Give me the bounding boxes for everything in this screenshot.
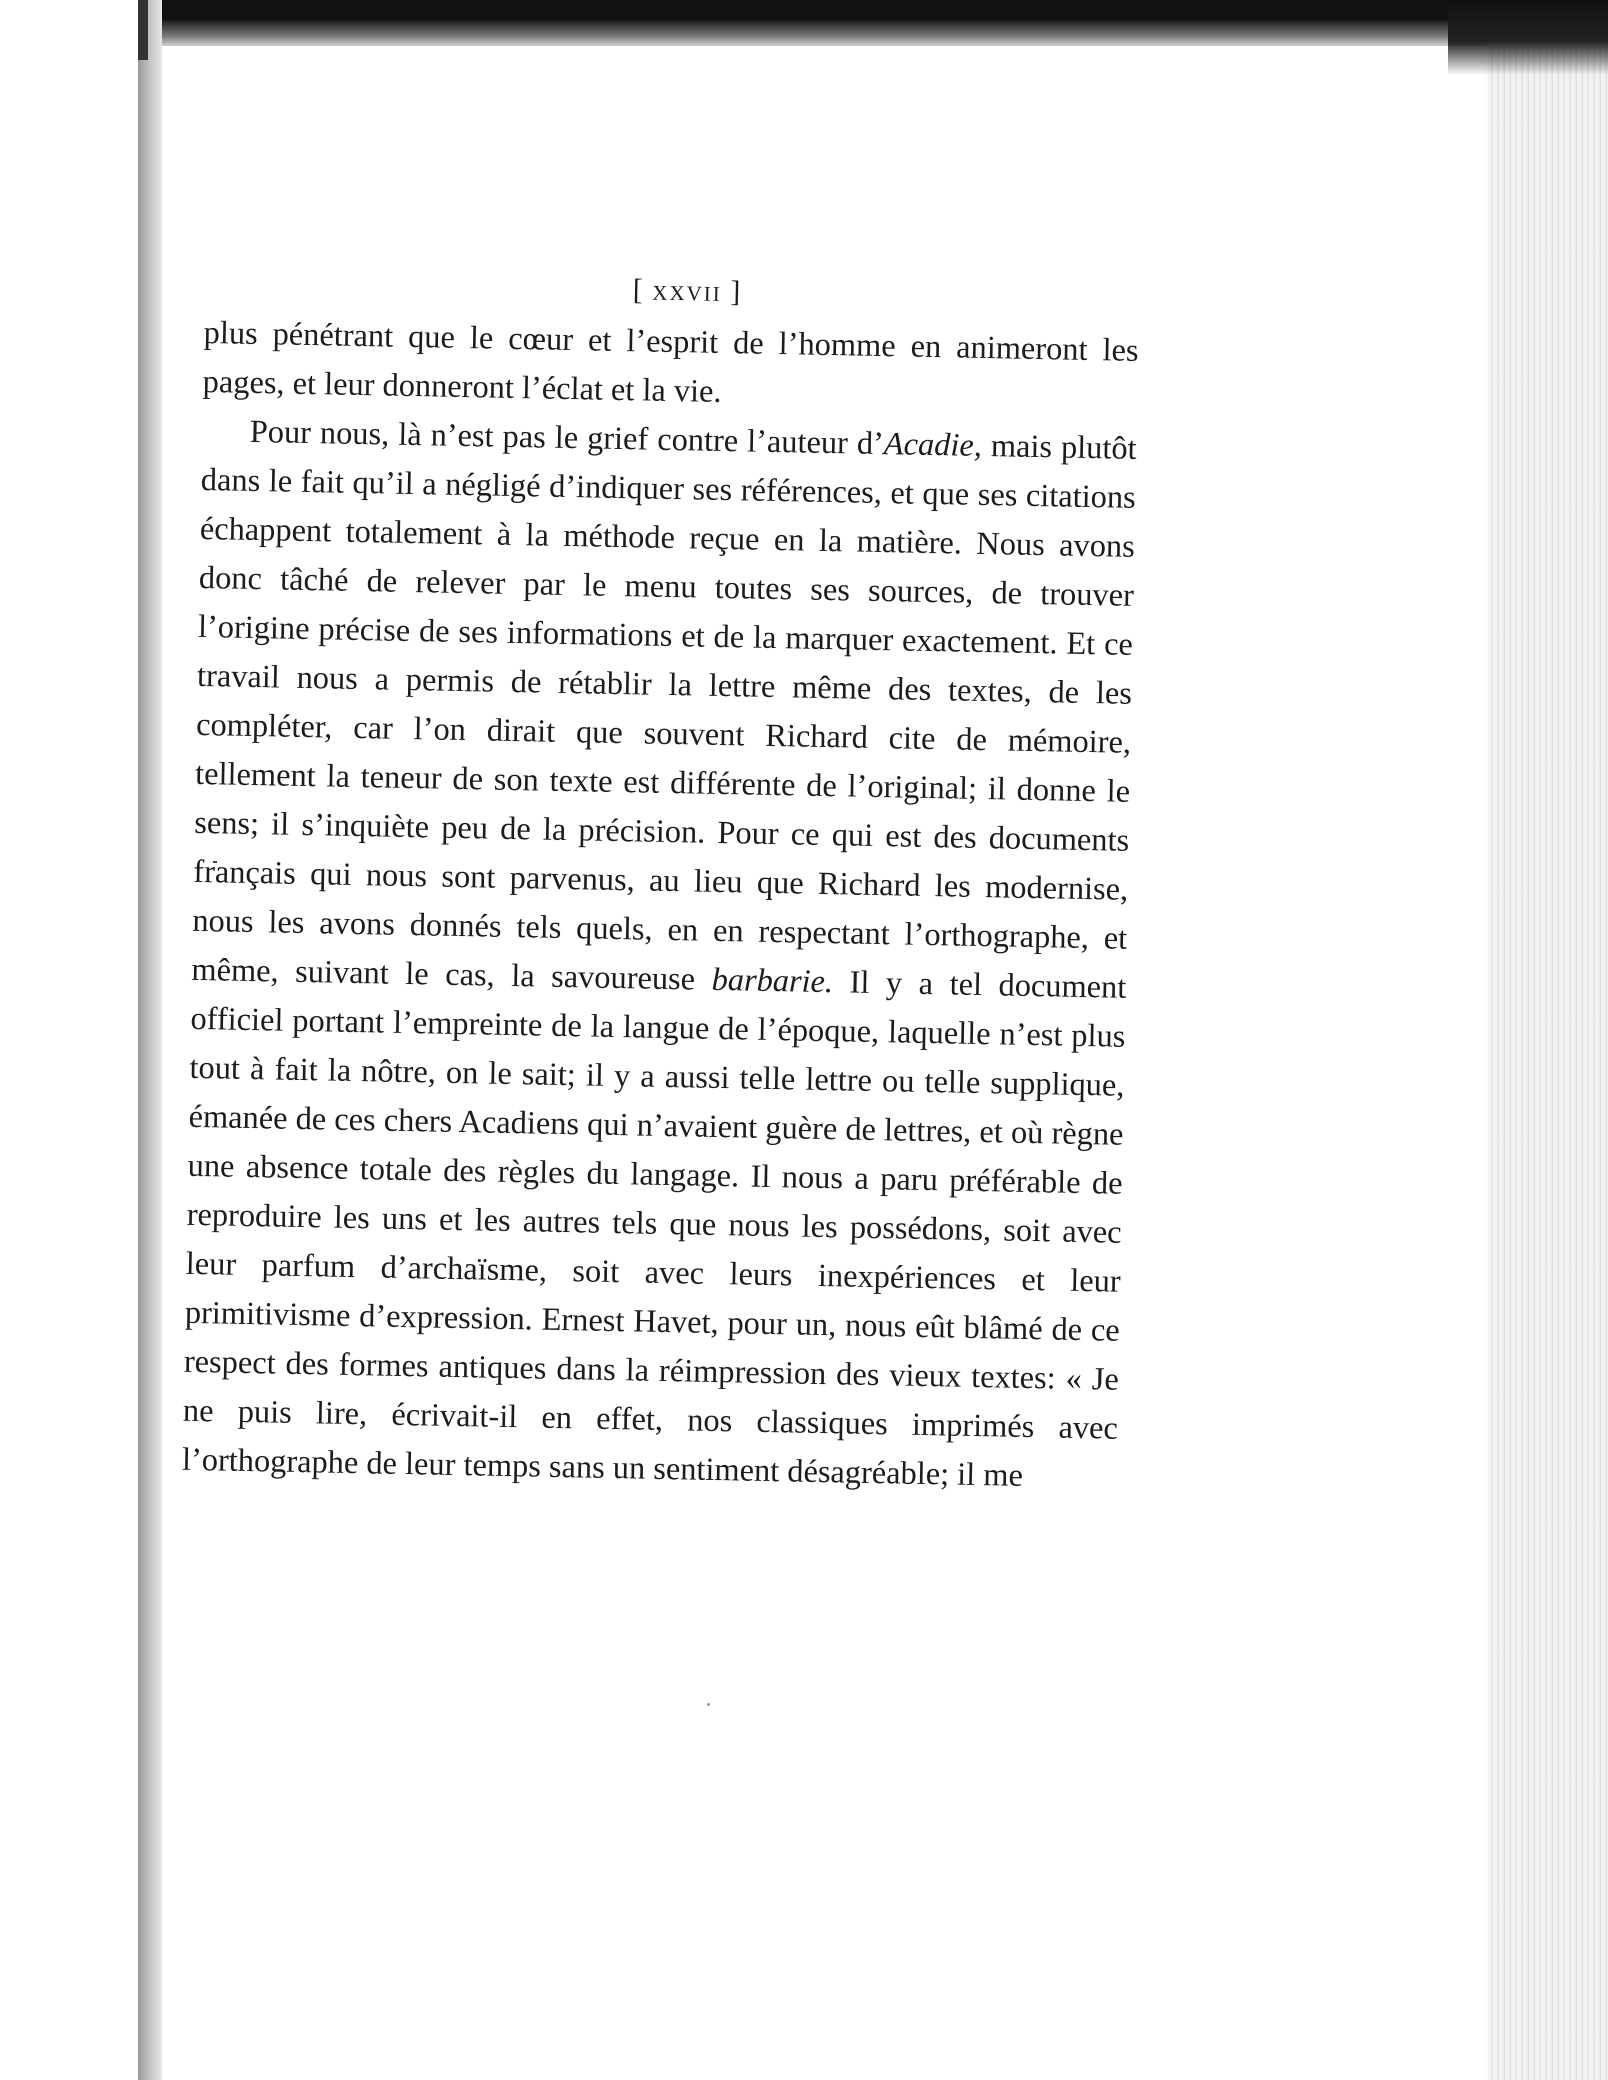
page-number-close-bracket: ]	[730, 275, 742, 309]
right-page-stack	[1488, 40, 1608, 2080]
page-content	[182, 265, 1140, 1503]
binding-dark-corner	[138, 0, 148, 60]
scanner-top-right-border	[1448, 0, 1608, 75]
paragraph-continuation: plus pénétrant que le cœur et l’esprit de l’homme en animeront les pages, et leur donneront l’éclat et la vie.	[202, 314, 1139, 410]
page-number-open-bracket: [	[632, 273, 645, 307]
paragraph-text-a: Pour nous, là n’est pas le grief contre l’auteur d’	[249, 413, 885, 463]
body-text	[182, 309, 1139, 1503]
book-binding-edge	[138, 0, 162, 2080]
paragraph-main	[182, 407, 1138, 1503]
scan-speck	[707, 1703, 710, 1706]
paragraph-text-b: mais plutôt dans le fait qu’il a négligé d’indiquer ses références, et que ses citations échappent totalement à la méthode reçue en la matière. Nous avons donc tâché de relever par le menu toutes ses sources, de trouver l’origine précise de ses informations et de la marquer exactement. Et ce travail nous a permis de rétablir la lettre même des textes, de les compléter, car l’on dirait que souvent Richard cite de mémoire, tellement la teneur de son texte est différente de l’original; il donne le sens; il s’inquiète peu de la précision. Pour ce qui est des documents français qui nous sont parvenus, au lieu que Richard les modernise, nous les avons donnés tels quels, en en respectant l’orthographe, et même, suivant le cas, la savoureuse	[191, 427, 1137, 998]
left-margin	[0, 0, 150, 2080]
page-number	[204, 265, 1139, 317]
paragraph-text-c: Il y a tel document officiel portant l’empreinte de la langue de l’époque, laquelle n’est plus tout à fait la nôtre, on le sait; il y a aussi telle lettre ou telle supplique, émanée de ces chers Acadiens qui n’avaient guère de lettres, et où règne une absence totale des règles du langage. Il nous a paru préférable de reproduire les uns et les autres tels que nous les possédons, soit avec leur parfum d’archaïsme, soit avec leurs inexpériences et leur primitivisme d’expression. Ernest Havet, pour un, nous eût blâmé de ce respect des formes antiques dans la réimpression des vieux textes: « Je ne puis lire, écrivait-il en effet, nos classiques imprimés avec l’orthographe de leur temps sans un sentiment désagréable; il me	[181, 964, 1127, 1494]
book-title-acadie: Acadie,	[883, 426, 983, 464]
scanner-top-shadow	[150, 20, 1608, 46]
italic-word-barbarie: barbarie.	[711, 961, 834, 1001]
page-number-value: xxvii	[652, 273, 723, 308]
